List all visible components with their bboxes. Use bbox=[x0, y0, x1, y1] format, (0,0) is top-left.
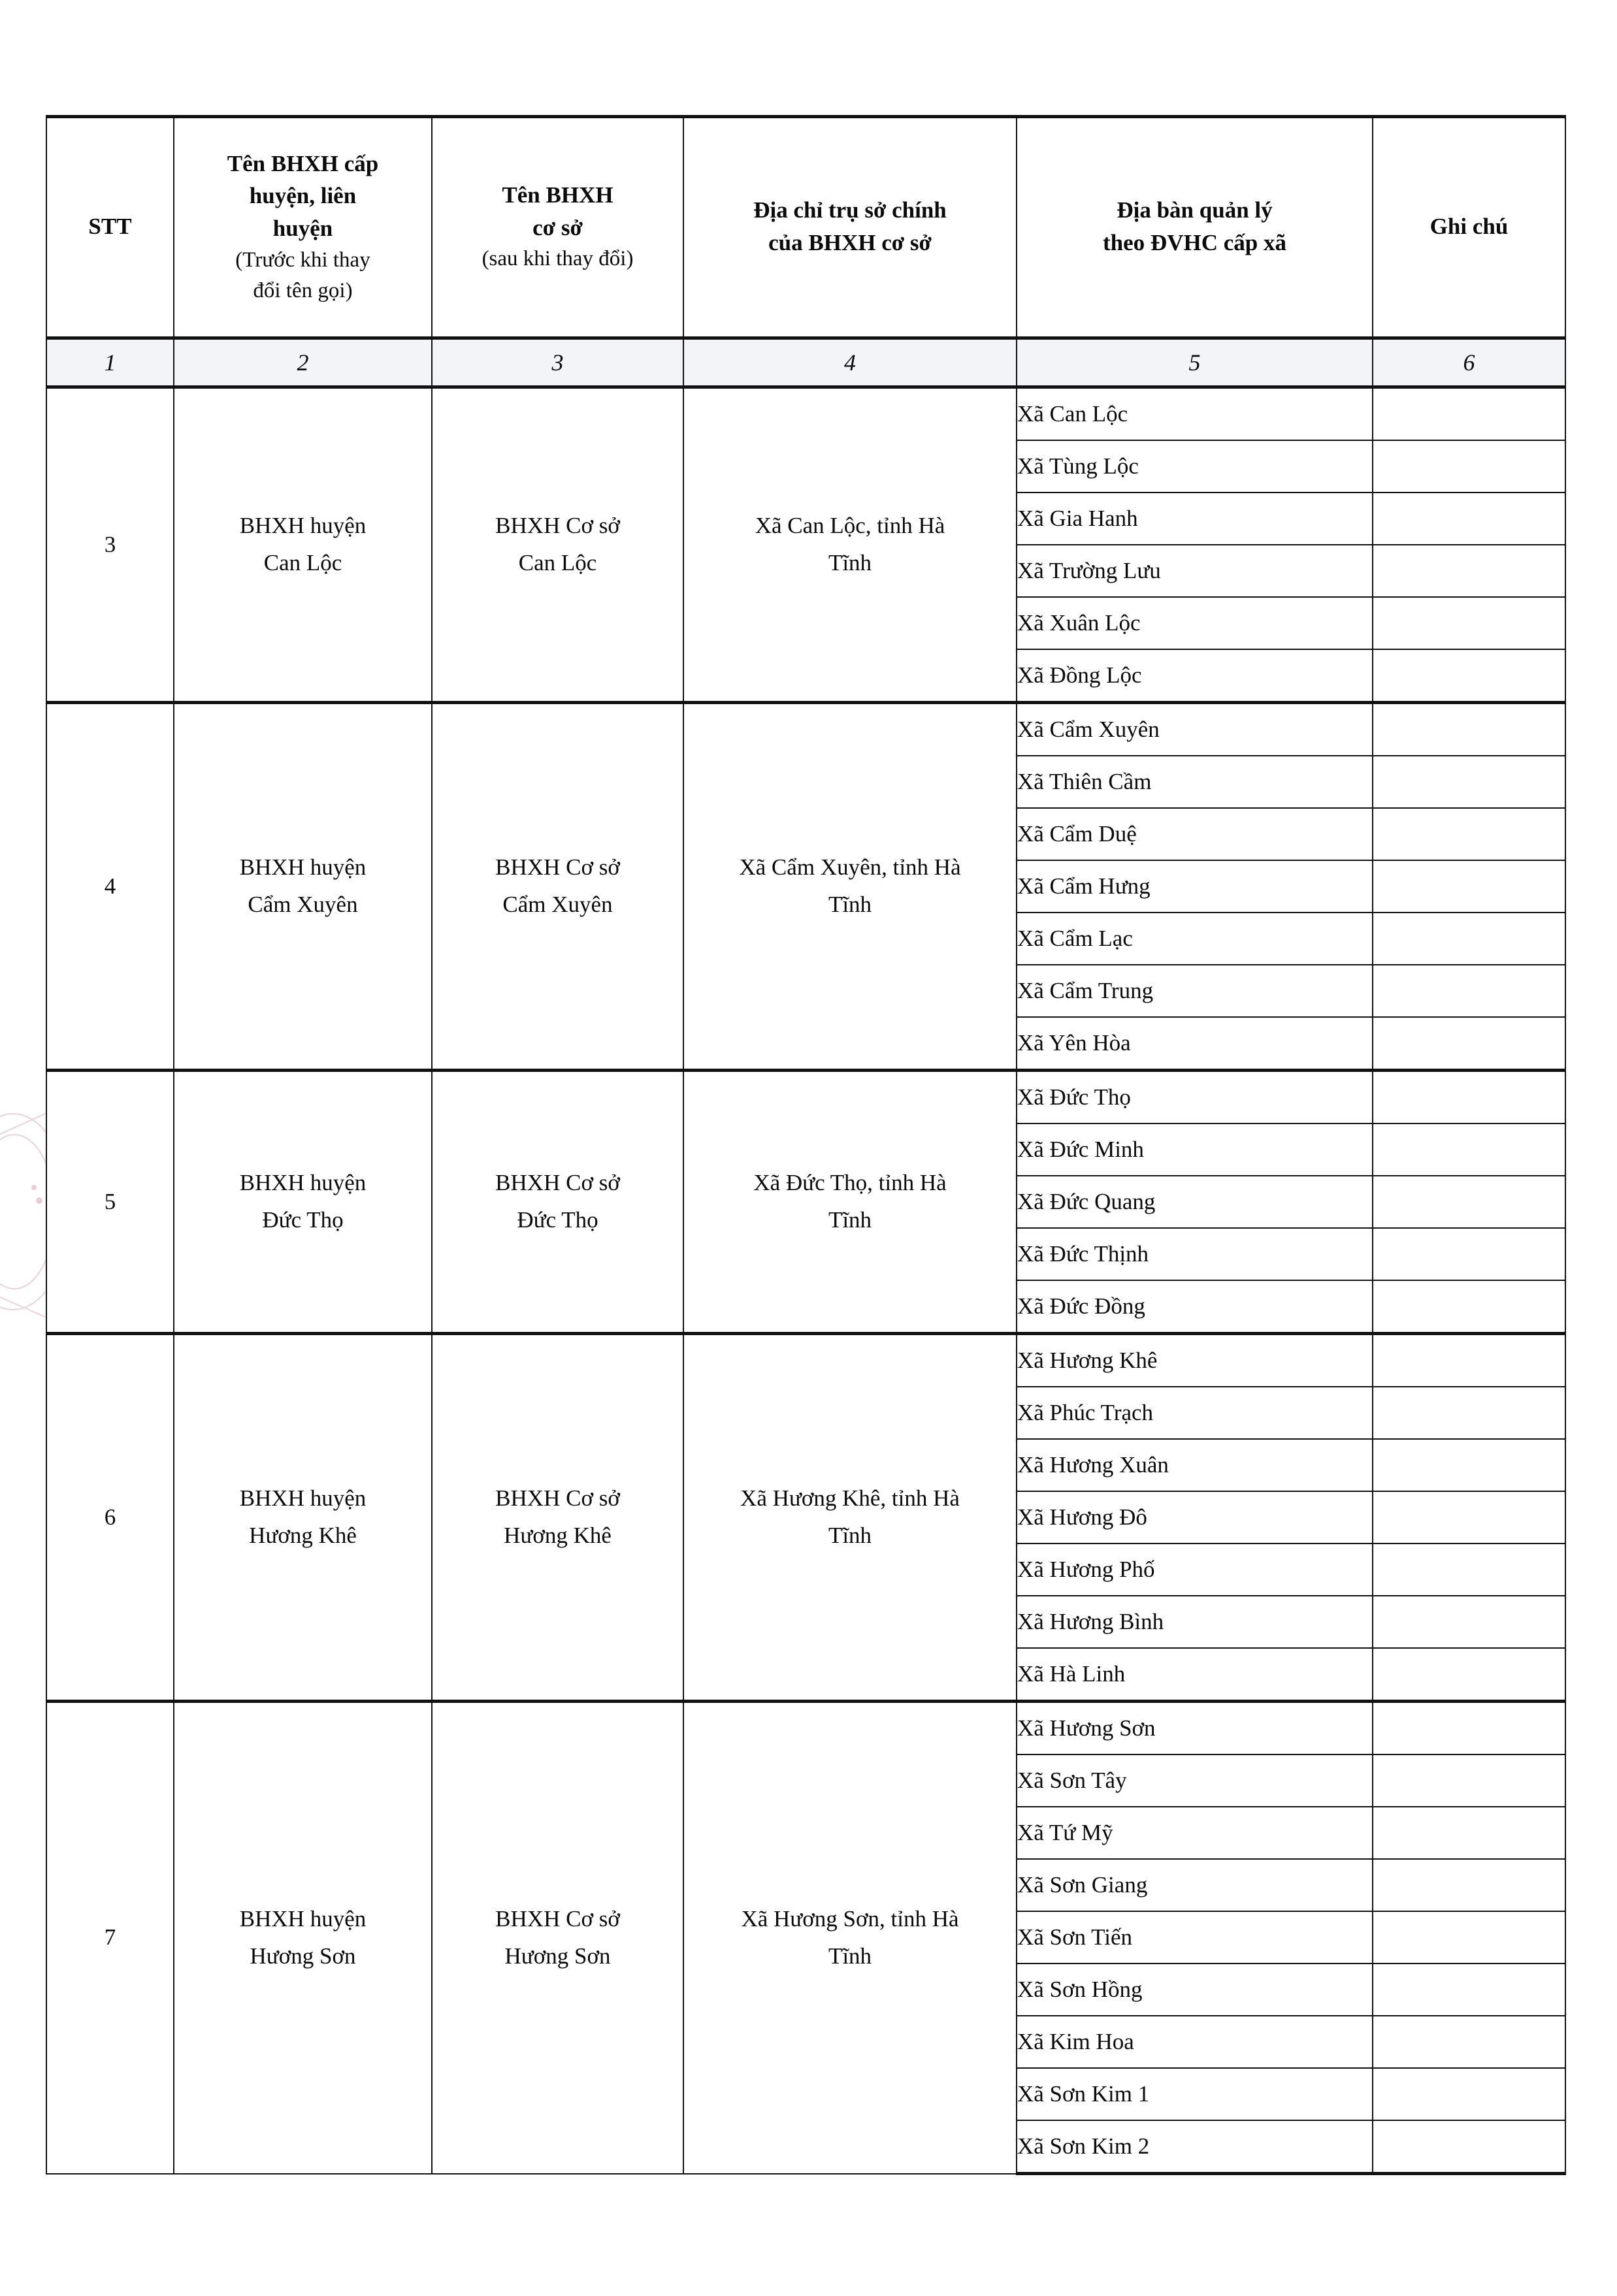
cell-stt: 5 bbox=[46, 1071, 174, 1334]
cell-commune: Xã Thiên Cầm bbox=[1017, 756, 1373, 808]
cell-note bbox=[1373, 387, 1565, 441]
cell-note bbox=[1373, 1439, 1565, 1491]
cell-note bbox=[1373, 1859, 1565, 1911]
cell-commune: Xã Xuân Lộc bbox=[1017, 597, 1373, 649]
cell-note bbox=[1373, 965, 1565, 1017]
cell-address bbox=[683, 1702, 1017, 2174]
old-name-title-line3: huyện bbox=[272, 215, 333, 241]
cell-new-name bbox=[432, 703, 683, 1071]
bhxh-reassignment-table bbox=[46, 115, 1566, 2175]
cell-commune: Xã Can Lộc bbox=[1017, 387, 1373, 441]
old-name-line2: Hương Khê bbox=[249, 1523, 357, 1548]
new-name-line2: Đức Thọ bbox=[517, 1207, 598, 1233]
cell-commune: Xã Sơn Hồng bbox=[1017, 1964, 1373, 2016]
cell-note bbox=[1373, 545, 1565, 597]
cell-old-name bbox=[174, 387, 432, 703]
address-line1: Xã Cẩm Xuyên, tỉnh Hà bbox=[739, 854, 961, 881]
address-line1: Xã Hương Sơn, tỉnh Hà bbox=[741, 1906, 959, 1932]
column-header-address bbox=[683, 117, 1017, 338]
cell-commune: Xã Tùng Lộc bbox=[1017, 440, 1373, 493]
cell-stt: 3 bbox=[46, 387, 174, 703]
new-name-line1: BHXH Cơ sở bbox=[495, 1906, 620, 1932]
old-name-line1: BHXH huyện bbox=[239, 513, 367, 539]
cell-note bbox=[1373, 1124, 1565, 1176]
cell-commune: Xã Hương Bình bbox=[1017, 1596, 1373, 1648]
cell-commune: Xã Hương Phố bbox=[1017, 1544, 1373, 1596]
cell-old-name bbox=[174, 1334, 432, 1702]
cell-note bbox=[1373, 1280, 1565, 1334]
address-line2: Tĩnh bbox=[828, 1523, 872, 1548]
address-title-line2: của BHXH cơ sở bbox=[768, 230, 932, 255]
column-header-old-name bbox=[174, 117, 432, 338]
cell-commune: Xã Đức Thọ bbox=[1017, 1071, 1373, 1124]
cell-note bbox=[1373, 1071, 1565, 1124]
column-number-3: 3 bbox=[432, 338, 683, 387]
cell-note bbox=[1373, 756, 1565, 808]
cell-note bbox=[1373, 1544, 1565, 1596]
new-name-line1: BHXH Cơ sở bbox=[495, 1170, 620, 1196]
new-name-line2: Hương Khê bbox=[504, 1523, 612, 1548]
column-header-managed-area bbox=[1017, 117, 1373, 338]
cell-new-name bbox=[432, 387, 683, 703]
cell-address bbox=[683, 1334, 1017, 1702]
old-name-line1: BHXH huyện bbox=[239, 854, 367, 881]
old-name-line2: Hương Sơn bbox=[250, 1943, 356, 1969]
cell-commune: Xã Cẩm Hưng bbox=[1017, 860, 1373, 913]
table-header-row bbox=[46, 117, 1565, 338]
cell-note bbox=[1373, 1702, 1565, 1755]
cell-commune: Xã Đức Thịnh bbox=[1017, 1228, 1373, 1280]
column-number-2: 2 bbox=[174, 338, 432, 387]
cell-commune: Xã Cẩm Xuyên bbox=[1017, 703, 1373, 756]
cell-note bbox=[1373, 440, 1565, 493]
cell-note bbox=[1373, 2068, 1565, 2120]
new-name-line2: Hương Sơn bbox=[504, 1943, 611, 1969]
cell-new-name bbox=[432, 1702, 683, 2174]
new-name-line2: Cẩm Xuyên bbox=[502, 892, 613, 917]
cell-stt: 4 bbox=[46, 703, 174, 1071]
cell-commune: Xã Cẩm Lạc bbox=[1017, 913, 1373, 965]
new-name-title-line2: cơ sở bbox=[532, 214, 583, 240]
cell-old-name bbox=[174, 703, 432, 1071]
cell-commune: Xã Hương Đô bbox=[1017, 1491, 1373, 1544]
cell-commune: Xã Đức Đồng bbox=[1017, 1280, 1373, 1334]
cell-commune: Xã Đồng Lộc bbox=[1017, 649, 1373, 703]
cell-commune: Xã Sơn Kim 2 bbox=[1017, 2120, 1373, 2174]
column-number-1: 1 bbox=[46, 338, 174, 387]
new-name-line1: BHXH Cơ sở bbox=[495, 513, 620, 539]
old-name-line2: Đức Thọ bbox=[262, 1207, 344, 1233]
cell-old-name bbox=[174, 1071, 432, 1334]
cell-stt: 6 bbox=[46, 1334, 174, 1702]
cell-commune: Xã Đức Quang bbox=[1017, 1176, 1373, 1228]
table-body bbox=[46, 387, 1565, 2174]
address-line1: Xã Hương Khê, tỉnh Hà bbox=[740, 1485, 960, 1512]
cell-note bbox=[1373, 597, 1565, 649]
new-name-line2: Can Lộc bbox=[518, 550, 597, 575]
cell-commune: Xã Cẩm Trung bbox=[1017, 965, 1373, 1017]
address-line1: Xã Can Lộc, tỉnh Hà bbox=[755, 513, 945, 539]
cell-note bbox=[1373, 913, 1565, 965]
old-name-line1: BHXH huyện bbox=[239, 1485, 367, 1512]
column-number-6: 6 bbox=[1373, 338, 1565, 387]
cell-address bbox=[683, 703, 1017, 1071]
new-name-line1: BHXH Cơ sở bbox=[495, 1485, 620, 1512]
document-sheet bbox=[46, 115, 1565, 2175]
old-name-subtitle-line2: đổi tên gọi) bbox=[253, 278, 353, 302]
column-header-new-name bbox=[432, 117, 683, 338]
cell-commune: Xã Hương Khê bbox=[1017, 1334, 1373, 1387]
address-title-line1: Địa chỉ trụ sở chính bbox=[753, 197, 947, 223]
old-name-line2: Cẩm Xuyên bbox=[248, 892, 358, 917]
table-row bbox=[46, 1334, 1565, 1387]
managed-area-title-line2: theo ĐVHC cấp xã bbox=[1103, 230, 1286, 255]
column-number-row bbox=[46, 338, 1565, 387]
old-name-line1: BHXH huyện bbox=[239, 1170, 367, 1196]
cell-note bbox=[1373, 1911, 1565, 1964]
cell-note bbox=[1373, 2016, 1565, 2068]
cell-note bbox=[1373, 2120, 1565, 2174]
column-header-stt bbox=[46, 117, 174, 338]
cell-old-name bbox=[174, 1702, 432, 2174]
table-row bbox=[46, 387, 1565, 441]
old-name-title-line2: huyện, liên bbox=[249, 183, 357, 209]
cell-commune: Xã Sơn Giang bbox=[1017, 1859, 1373, 1911]
table-row bbox=[46, 1071, 1565, 1124]
cell-commune: Xã Hà Linh bbox=[1017, 1648, 1373, 1702]
cell-note bbox=[1373, 1228, 1565, 1280]
cell-note bbox=[1373, 649, 1565, 703]
address-line2: Tĩnh bbox=[828, 550, 872, 575]
table-row bbox=[46, 703, 1565, 756]
old-name-title-line1: Tên BHXH cấp bbox=[227, 150, 379, 176]
cell-commune: Xã Sơn Tiến bbox=[1017, 1911, 1373, 1964]
address-line1: Xã Đức Thọ, tỉnh Hà bbox=[753, 1170, 947, 1196]
cell-commune: Xã Trường Lưu bbox=[1017, 545, 1373, 597]
cell-note bbox=[1373, 1176, 1565, 1228]
column-header-note bbox=[1373, 117, 1565, 338]
new-name-subtitle-line1: (sau khi thay đổi) bbox=[482, 247, 634, 271]
cell-commune: Xã Hương Sơn bbox=[1017, 1702, 1373, 1755]
cell-new-name bbox=[432, 1071, 683, 1334]
cell-commune: Xã Phúc Trạch bbox=[1017, 1387, 1373, 1439]
note-title-line1: Ghi chú bbox=[1429, 214, 1509, 240]
column-header-stt-label: STT bbox=[88, 214, 132, 240]
new-name-title-line1: Tên BHXH bbox=[502, 182, 613, 208]
column-number-5: 5 bbox=[1017, 338, 1373, 387]
cell-note bbox=[1373, 1334, 1565, 1387]
old-name-line2: Can Lộc bbox=[263, 550, 342, 575]
address-line2: Tĩnh bbox=[828, 1207, 872, 1233]
cell-note bbox=[1373, 493, 1565, 545]
table-row bbox=[46, 1702, 1565, 1755]
managed-area-title-line1: Địa bàn quản lý bbox=[1117, 197, 1273, 223]
cell-note bbox=[1373, 860, 1565, 913]
cell-stt: 7 bbox=[46, 1702, 174, 2174]
cell-note bbox=[1373, 808, 1565, 860]
cell-note bbox=[1373, 1648, 1565, 1702]
cell-commune: Xã Đức Minh bbox=[1017, 1124, 1373, 1176]
cell-note bbox=[1373, 1491, 1565, 1544]
cell-commune: Xã Gia Hanh bbox=[1017, 493, 1373, 545]
cell-note bbox=[1373, 1387, 1565, 1439]
cell-commune: Xã Kim Hoa bbox=[1017, 2016, 1373, 2068]
cell-commune: Xã Cẩm Duệ bbox=[1017, 808, 1373, 860]
cell-new-name bbox=[432, 1334, 683, 1702]
column-number-4: 4 bbox=[683, 338, 1017, 387]
new-name-line1: BHXH Cơ sở bbox=[495, 854, 620, 881]
cell-commune: Xã Hương Xuân bbox=[1017, 1439, 1373, 1491]
cell-address bbox=[683, 1071, 1017, 1334]
cell-commune: Xã Tứ Mỹ bbox=[1017, 1807, 1373, 1859]
address-line2: Tĩnh bbox=[828, 892, 872, 917]
cell-note bbox=[1373, 703, 1565, 756]
cell-note bbox=[1373, 1754, 1565, 1807]
address-line2: Tĩnh bbox=[828, 1943, 872, 1969]
cell-note bbox=[1373, 1596, 1565, 1648]
cell-address bbox=[683, 387, 1017, 703]
cell-commune: Xã Sơn Kim 1 bbox=[1017, 2068, 1373, 2120]
cell-note bbox=[1373, 1017, 1565, 1071]
cell-commune: Xã Sơn Tây bbox=[1017, 1754, 1373, 1807]
cell-note bbox=[1373, 1964, 1565, 2016]
old-name-subtitle-line1: (Trước khi thay bbox=[235, 248, 370, 272]
cell-commune: Xã Yên Hòa bbox=[1017, 1017, 1373, 1071]
cell-note bbox=[1373, 1807, 1565, 1859]
old-name-line1: BHXH huyện bbox=[239, 1906, 367, 1932]
